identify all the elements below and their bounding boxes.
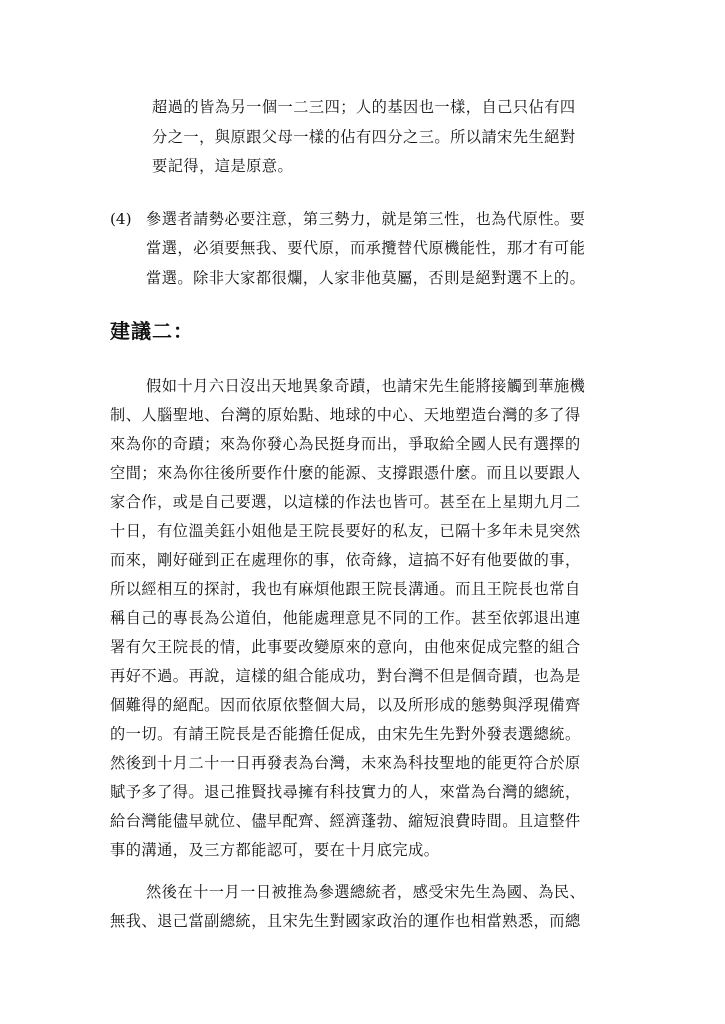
text-line: 無我、退己當副總統，且宋先生對國家政治的運作也相當熟悉，而總 xyxy=(110,912,581,930)
text-line: 而來，剛好碰到正在處理你的事，依奇緣，這搞不好有他要做的事， xyxy=(110,551,581,569)
text-line: 要記得，這是原意。 xyxy=(152,157,294,175)
text-line: 來為你的奇蹟；來為你發心為民挺身而出，爭取給全國人民有選擇的 xyxy=(110,435,581,453)
text-line: 空間；來為你往後所要作什麼的能源、支撐跟憑什麼。而且以要跟人 xyxy=(110,464,581,482)
text-line: 事的溝通，及三方都能認可，要在十月底完成。 xyxy=(110,841,440,859)
text-line: 然後到十月二十一日再發表為台灣，未來為科技聖地的能更符合於原 xyxy=(110,754,581,772)
text-line: 署有欠王院長的情，此事要改變原來的意向，由他來促成完整的組合 xyxy=(110,638,581,656)
text-line: 的一切。有請王院長是否能擔任促成，由宋先生先對外發表選總統。 xyxy=(110,725,581,743)
text-line: 超過的皆為另一個一二三四；人的基因也一樣，自己只佔有四 xyxy=(152,98,576,116)
text-line: 假如十月六日沒出天地異象奇蹟，也請宋先生能將接觸到華施機 xyxy=(146,377,586,395)
text-line: 個難得的絕配。因而依原依整個大局，以及所形成的態勢與浮現備齊 xyxy=(110,696,581,714)
text-line: 給台灣能儘早就位、儘早配齊、經濟蓬勃、縮短浪費時間。且這整件 xyxy=(110,812,581,830)
text-line: 家合作，或是自己要選，以這樣的作法也皆可。甚至在上星期九月二 xyxy=(110,493,581,511)
text-line: 制、人腦聖地、台灣的原始點、地球的中心、天地塑造台灣的多了得 xyxy=(110,406,581,424)
text-line: 十日，有位溫美鈺小姐他是王院長要好的私友，已隔十多年未見突然 xyxy=(110,522,581,540)
text-line: 所以經相互的探討，我也有麻煩他跟王院長溝通。而且王院長也常自 xyxy=(110,580,581,598)
text-line: 賦予多了得。退己推賢找尋擁有科技實力的人，來當為台灣的總統， xyxy=(110,783,581,801)
text-line: 稱自己的專長為公道伯，他能處理意見不同的工作。甚至依郭退出連 xyxy=(110,609,581,627)
text-line: 當選。除非大家都很爛，人家非他莫屬，否則是絕對選不上的。 xyxy=(146,269,586,287)
text-line: 然後在十一月一日被推為參選總統者，感受宋先生為國、為民、 xyxy=(146,883,586,901)
text-line: 參選者請勢必要注意，第三勢力，就是第三性，也為代原性。要 xyxy=(146,210,586,228)
text-line: 分之一，與原跟父母一樣的佔有四分之三。所以請宋先生絕對 xyxy=(152,128,576,146)
item-number: (4) xyxy=(110,210,132,228)
section-heading: 建議二： xyxy=(110,319,194,343)
text-line: 當選，必須要無我、要代原，而承攬替代原機能性，那才有可能 xyxy=(146,239,586,257)
text-line: 再好不過。再說，這樣的組合能成功，對台灣不但是個奇蹟，也為是 xyxy=(110,667,581,685)
